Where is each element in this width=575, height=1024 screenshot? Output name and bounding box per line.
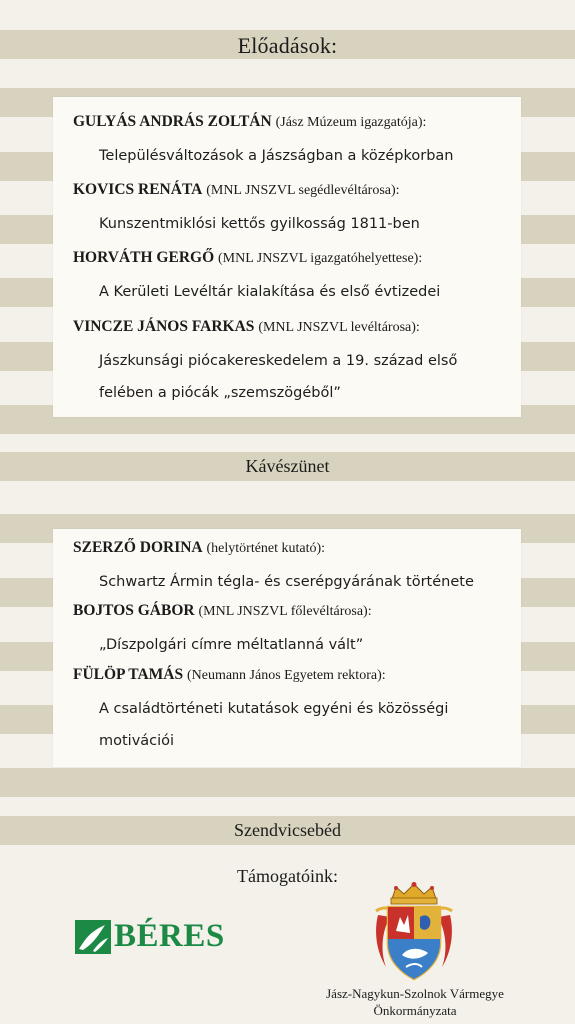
speaker-line xyxy=(73,602,513,620)
speaker-line xyxy=(73,318,513,336)
beres-logo-text: BÉRES xyxy=(114,918,225,954)
county-name-line2: Önkormányzata xyxy=(373,1003,457,1018)
speaker-role: (MNL JNSZVL segédlevéltárosa): xyxy=(206,183,400,198)
stripe xyxy=(0,768,575,797)
session-2-card xyxy=(53,529,521,767)
talk-title: Jászkunsági piócakereskedelem a 19. század első felében a piócák „szemszögéből” xyxy=(99,353,458,401)
coffee-break-label: Kávészünet xyxy=(245,456,330,476)
talk-title: „Díszpolgári címre méltatlanná vált” xyxy=(99,637,364,653)
beres-logo xyxy=(75,917,235,959)
sponsors-heading: Támogatóink: xyxy=(237,866,338,886)
speaker-role: (Jász Múzeum igazgatója): xyxy=(275,115,427,130)
speaker-line xyxy=(73,249,513,267)
talk-title: A Kerületi Levéltár kialakítása és első évtizedei xyxy=(99,284,441,300)
talk-item xyxy=(73,113,513,172)
talk-item xyxy=(73,602,513,661)
talk-title: Településváltozások a Jászságban a középkorban xyxy=(99,148,454,164)
county-coat-of-arms-icon xyxy=(372,881,456,983)
speaker-role: (helytörténet kutató): xyxy=(206,541,326,556)
speaker-role: (MNL JNSZVL levéltárosa): xyxy=(258,320,420,335)
speaker-name: SZERZŐ DORINA xyxy=(73,539,203,556)
talk-title: A családtörténeti kutatások egyéni és közösségi motivációi xyxy=(99,701,449,749)
speaker-name: BOJTOS GÁBOR xyxy=(73,602,195,619)
talk-item xyxy=(73,318,513,409)
lunch-break-label: Szendvicsebéd xyxy=(234,820,341,840)
beres-leaf-icon xyxy=(75,920,111,954)
talk-title: Schwartz Ármin tégla- és cserépgyárának története xyxy=(99,574,474,590)
talk-item xyxy=(73,181,513,240)
session-1-card xyxy=(53,97,521,417)
speaker-role: (MNL JNSZVL igazgatóhelyettese): xyxy=(218,251,423,266)
talk-item xyxy=(73,539,513,598)
talk-item xyxy=(73,249,513,308)
speaker-line xyxy=(73,666,513,684)
speaker-line xyxy=(73,539,513,557)
speaker-role: (MNL JNSZVL főlevéltárosa): xyxy=(198,604,372,619)
speaker-line xyxy=(73,113,513,131)
page-title: Előadások: xyxy=(237,33,338,58)
speaker-name: HORVÁTH GERGŐ xyxy=(73,249,215,266)
speaker-name: KOVICS RENÁTA xyxy=(73,181,203,198)
speaker-name: FÜLÖP TAMÁS xyxy=(73,666,184,683)
talk-item xyxy=(73,666,513,757)
speaker-name: GULYÁS ANDRÁS ZOLTÁN xyxy=(73,113,272,130)
talk-title: Kunszentmiklósi kettős gyilkosság 1811-ben xyxy=(99,216,420,232)
speaker-line xyxy=(73,181,513,199)
speaker-role: (Neumann János Egyetem rektora): xyxy=(186,668,386,683)
county-name-line1: Jász-Nagykun-Szolnok Vármegye xyxy=(326,986,504,1001)
speaker-name: VINCZE JÁNOS FARKAS xyxy=(73,318,255,335)
